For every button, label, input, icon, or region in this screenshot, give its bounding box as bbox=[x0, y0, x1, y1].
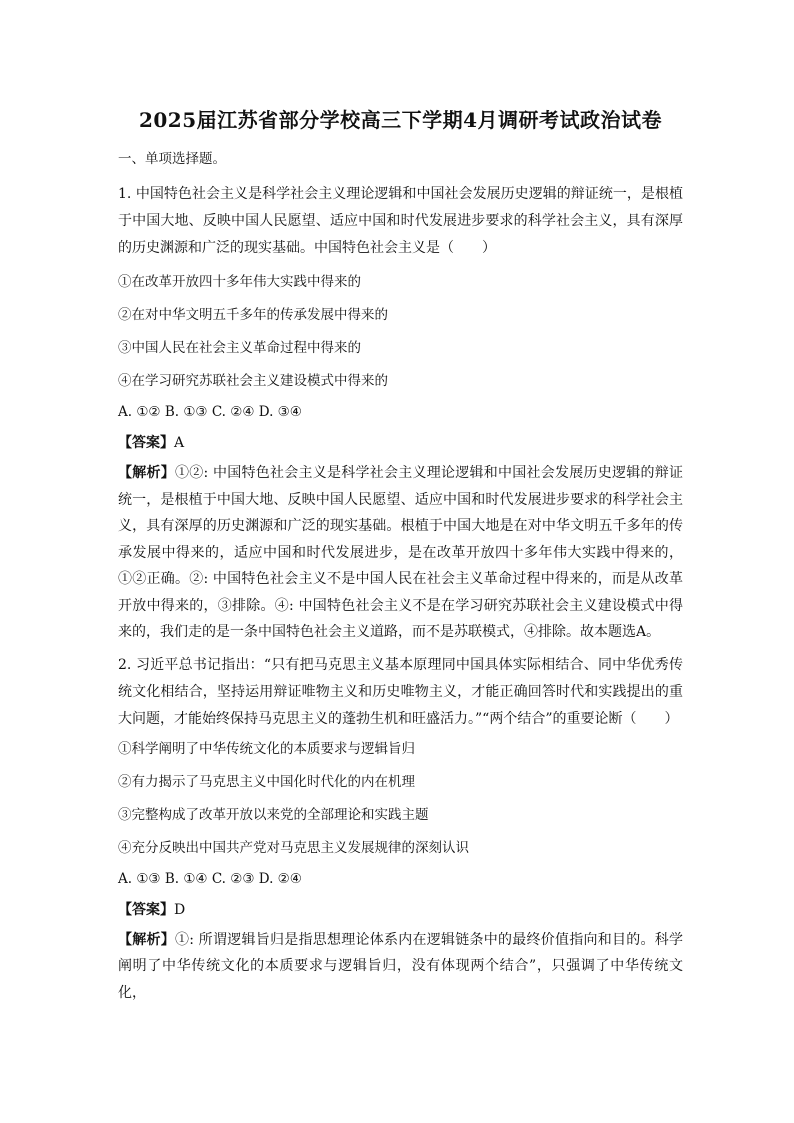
option-item: ④在学习研究苏联社会主义建设模式中得来的 bbox=[118, 373, 388, 389]
question-2 bbox=[118, 652, 683, 1007]
answer-tag: 【答案】 bbox=[118, 435, 174, 451]
document-title: 2025届江苏省部分学校高三下学期4月调研考试政治试卷 bbox=[138, 108, 663, 132]
option-item: ②有力揭示了马克思主义中国化时代化的内在机理 bbox=[118, 773, 415, 790]
answer-choices: A. ①② B. ①③ C. ②④ D. ③④ bbox=[118, 404, 302, 420]
answer-tag: 【答案】 bbox=[118, 901, 174, 918]
answer-value: D bbox=[174, 901, 186, 918]
section-heading: 一、单项选择题。 bbox=[118, 151, 226, 167]
option-item: ②在对中华文明五千多年的传承发展中得来的 bbox=[118, 307, 388, 323]
analysis-tag: 【解析】 bbox=[118, 465, 176, 481]
analysis-text: ①②: 中国特色社会主义是科学社会主义理论逻辑和中国社会发展历史逻辑的辩证统一，是根植于中国大地、反映中国人民愿望、适应中国和时代发展进步要求的科学社会主义，具有深厚的历史渊源和广泛的现实基础。根植于中国大地是在对中华文明五千多年的传承发展中得来的，适应中国和时代发展进步，是在改革开放四十多年伟大实践中得来的，①②正确。②: 中国特色社会主义不是中国人民在社会主义革命过程中得来的，而是从改革开放中得来的，③排除。④: 中国特色社会主义不是在学习研究苏联社会主义建设模式中得来的，我们走的是一条中国特色社会主义道路，而不是苏联模式，④排除。故本题选A。 bbox=[118, 465, 684, 640]
option-item: ③中国人民在社会主义革命过程中得来的 bbox=[118, 340, 361, 356]
answer-line bbox=[118, 432, 683, 452]
question-stem: 1. 中国特色社会主义是科学社会主义理论逻辑和中国社会发展历史逻辑的辩证统一，是根植于中国大地、反映中国人民愿望、适应中国和时代发展进步要求的科学社会主义，具有深厚的历史渊源和广泛的现实基础。中国特色社会主义是（ ） bbox=[118, 186, 683, 256]
analysis-block bbox=[118, 927, 683, 1007]
answer-line bbox=[118, 899, 683, 919]
analysis-tag: 【解析】 bbox=[118, 931, 176, 948]
question-stem: 2. 习近平总书记指出：“只有把马克思主义基本原理同中国具体实际相结合、同中华优秀传统文化相结合，坚持运用辩证唯物主义和历史唯物主义，才能正确回答时代和实践提出的重大问题，才能始终保持马克思主义的蓬勃生机和旺盛活力。”“两个结合”的重要论断（ ） bbox=[118, 656, 683, 727]
question-1 bbox=[118, 181, 683, 646]
option-item: ①在改革开放四十多年伟大实践中得来的 bbox=[118, 274, 361, 290]
answer-choices: A. ①③ B. ①④ C. ②③ D. ②④ bbox=[118, 870, 302, 887]
analysis-block bbox=[118, 460, 683, 646]
option-item: ③完整构成了改革开放以来党的全部理论和实践主题 bbox=[118, 806, 429, 823]
document-content bbox=[118, 104, 683, 1012]
option-item: ①科学阐明了中华传统文化的本质要求与逻辑旨归 bbox=[118, 740, 415, 757]
analysis-text: ①: 所谓逻辑旨归是指思想理论体系内在逻辑链条中的最终价值指向和目的。科学阐明了中华传统文化的本质要求与逻辑旨归，没有体现两个结合”，只强调了中华传统文化， bbox=[118, 931, 684, 1001]
answer-value: A bbox=[174, 435, 185, 451]
option-item: ④充分反映出中国共产党对马克思主义发展规律的深刻认识 bbox=[118, 839, 469, 856]
